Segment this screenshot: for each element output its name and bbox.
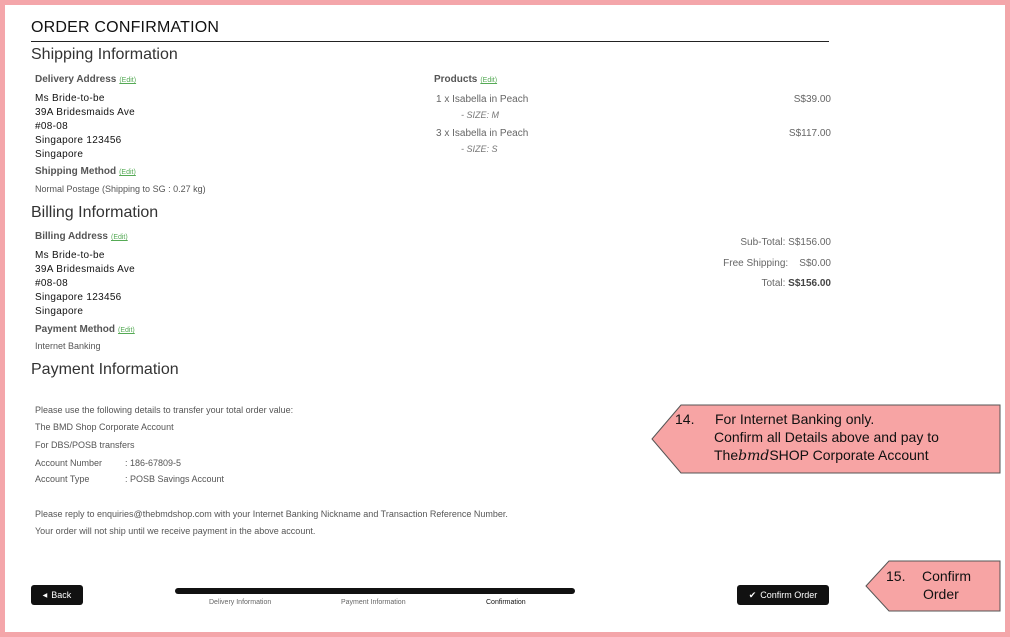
callout-15-line1-text: Confirm bbox=[922, 568, 972, 584]
back-button-label: Back bbox=[51, 590, 72, 600]
product-item-name: 3 x Isabella in Peach bbox=[436, 128, 529, 139]
payment-method-value: Internet Banking bbox=[35, 341, 101, 351]
confirm-order-button-label: Confirm Order bbox=[760, 590, 818, 600]
step-confirmation: Confirmation bbox=[486, 599, 526, 606]
edit-delivery-link[interactable]: (Edit) bbox=[119, 77, 137, 84]
edit-shipping-method-link[interactable]: (Edit) bbox=[119, 169, 136, 176]
callout-14-brand-suffix: SHOP Corporate Account bbox=[769, 447, 929, 463]
account-type-row bbox=[35, 474, 224, 484]
shipping-total bbox=[631, 258, 831, 269]
billing-address-label-text: Billing Address bbox=[35, 231, 108, 242]
transfer-type: For DBS/POSB transfers bbox=[35, 440, 135, 450]
account-number-label: Account Number bbox=[35, 458, 103, 468]
order-total-label: Total: bbox=[761, 278, 786, 289]
edit-products-link[interactable]: (Edit) bbox=[480, 77, 498, 84]
callout-15-line1 bbox=[886, 567, 971, 585]
callout-14-line3 bbox=[675, 446, 939, 465]
shipping-heading: Shipping Information bbox=[31, 46, 178, 63]
order-total-value: S$156.00 bbox=[788, 278, 831, 289]
delivery-address bbox=[35, 92, 135, 162]
bmd-logo-text: bmd bbox=[738, 448, 770, 464]
product-item-price: S$39.00 bbox=[793, 94, 831, 105]
product-item-name: 1 x Isabella in Peach bbox=[436, 94, 529, 105]
address-line: 39A Bridesmaids Ave bbox=[35, 264, 136, 275]
billing-heading: Billing Information bbox=[31, 204, 159, 221]
payment-info-heading: Payment Information bbox=[31, 361, 179, 378]
delivery-address-label-text: Delivery Address bbox=[35, 74, 117, 85]
shipping-total-label: Free Shipping: bbox=[723, 258, 789, 269]
callout-14-line1-text: For Internet Banking only. bbox=[715, 411, 875, 427]
address-line: Singapore bbox=[35, 306, 84, 317]
payment-method-label bbox=[35, 324, 135, 335]
products-label bbox=[434, 74, 497, 85]
callout-15-number: 15. bbox=[886, 568, 906, 584]
product-item-price: S$117.00 bbox=[788, 128, 831, 139]
account-number-row bbox=[35, 458, 181, 468]
corporate-account-name: The BMD Shop Corporate Account bbox=[35, 422, 174, 432]
page-frame bbox=[5, 5, 1005, 632]
payment-method-label-text: Payment Method bbox=[35, 324, 116, 335]
address-line: Singapore 123456 bbox=[35, 135, 122, 146]
callout-14 bbox=[675, 410, 939, 465]
payment-instruction: Please use the following details to transfer your total order value: bbox=[35, 405, 294, 415]
back-button[interactable] bbox=[31, 585, 83, 605]
shipping-notice: Your order will not ship until we receive payment in the above account. bbox=[35, 526, 316, 536]
subtotal: Sub-Total: S$156.00 bbox=[740, 237, 831, 248]
callout-15 bbox=[886, 567, 971, 603]
callout-14-line1 bbox=[675, 410, 939, 428]
address-line: Singapore bbox=[35, 149, 84, 160]
account-number-value: : 186-67809-5 bbox=[125, 458, 182, 468]
step-delivery: Delivery Information bbox=[209, 599, 272, 606]
edit-billing-link[interactable]: (Edit) bbox=[110, 234, 128, 241]
shipping-total-value: S$0.00 bbox=[799, 258, 831, 269]
shipping-method-label-text: Shipping Method bbox=[35, 166, 117, 177]
products-label-text: Products bbox=[434, 74, 478, 85]
callout-15-line2: Order bbox=[923, 586, 959, 602]
checkout-progress-bar bbox=[175, 588, 575, 594]
billing-address-label bbox=[35, 231, 128, 242]
callout-14-number: 14. bbox=[675, 411, 695, 427]
step-payment: Payment Information bbox=[341, 599, 406, 606]
arrow-left-icon: ◀ bbox=[42, 592, 48, 599]
address-line: Ms Bride-to-be bbox=[35, 93, 105, 104]
product-item-size: - SIZE: S bbox=[461, 144, 498, 154]
title-divider bbox=[31, 41, 829, 42]
address-line: #08-08 bbox=[35, 121, 68, 132]
order-total bbox=[631, 278, 831, 289]
product-item-size: - SIZE: M bbox=[461, 110, 499, 120]
account-type-label: Account Type bbox=[35, 474, 90, 484]
page-title: ORDER CONFIRMATION bbox=[31, 19, 220, 36]
checkmark-icon: ✔ bbox=[748, 589, 757, 600]
address-line: #08-08 bbox=[35, 278, 68, 289]
callout-14-brand-prefix: The bbox=[714, 447, 739, 463]
account-type-value: : POSB Savings Account bbox=[125, 474, 225, 484]
reply-instruction: Please reply to enquiries@thebmdshop.com with your Internet Banking Nickname and Transaction Reference Number. bbox=[35, 509, 508, 519]
address-line: 39A Bridesmaids Ave bbox=[35, 107, 136, 118]
edit-payment-method-link[interactable]: (Edit) bbox=[118, 327, 135, 334]
address-line: Singapore 123456 bbox=[35, 292, 122, 303]
confirm-order-button[interactable] bbox=[737, 585, 829, 605]
address-line: Ms Bride-to-be bbox=[35, 250, 105, 261]
callout-14-line2: Confirm all Details above and pay to bbox=[714, 429, 939, 445]
delivery-address-label bbox=[35, 74, 136, 85]
billing-address bbox=[35, 249, 135, 319]
shipping-method-label bbox=[35, 166, 136, 177]
shipping-method-value: Normal Postage (Shipping to SG : 0.27 kg) bbox=[35, 184, 206, 194]
